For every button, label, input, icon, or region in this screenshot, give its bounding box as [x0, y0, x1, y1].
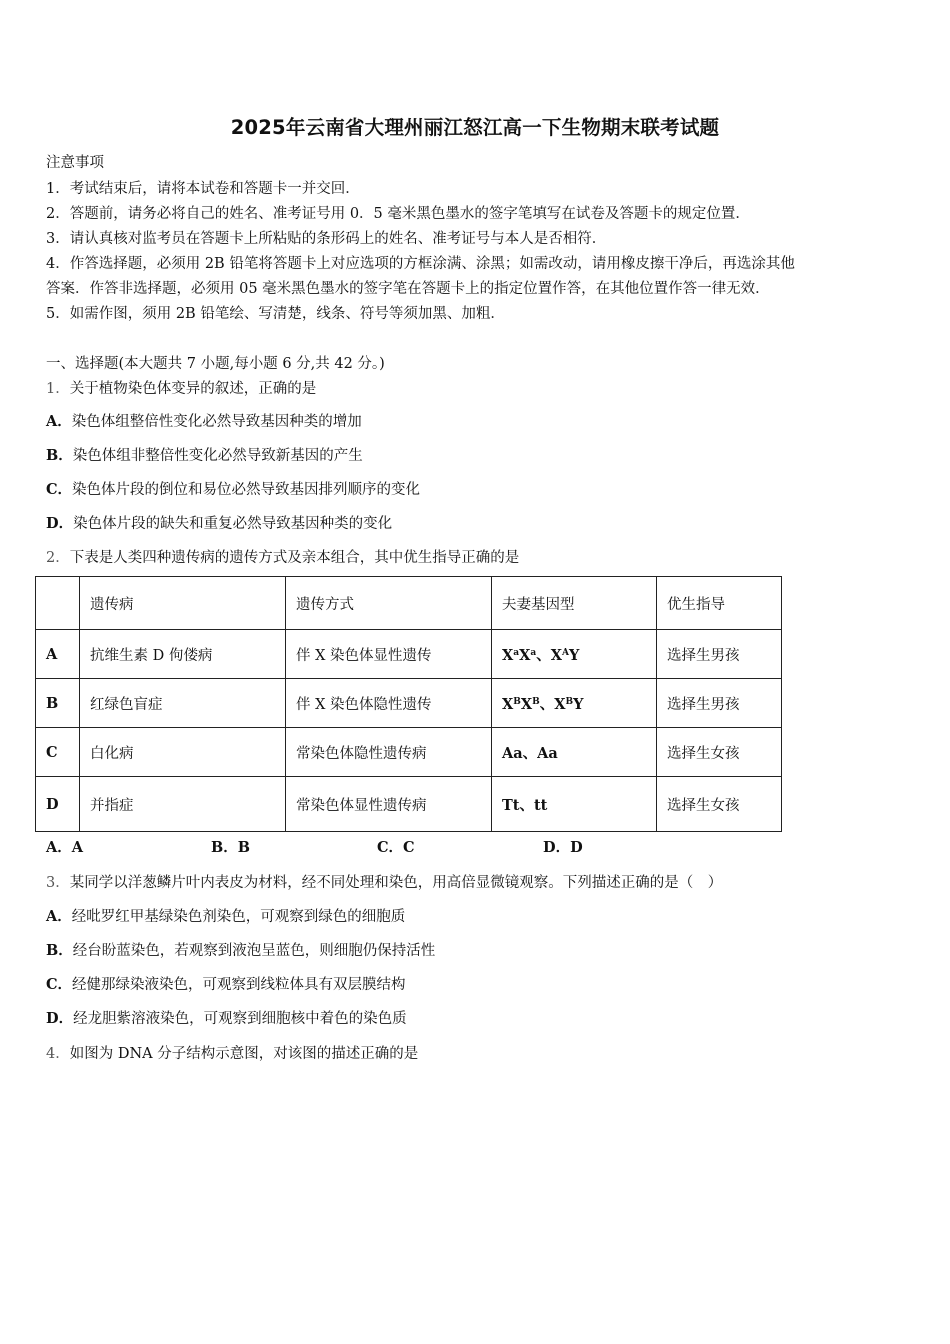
- option-letter: C．: [46, 976, 73, 993]
- notice-item-1: 1．考试结束后，请将本试卷和答题卡一并交回．: [46, 181, 360, 197]
- notice-item-4: 4．作答选择题，必须用 2B 铅笔将答题卡上对应选项的方框涂满、涂黑；如需改动，请用橡皮擦干净后，再选涂其他: [46, 256, 795, 272]
- option-text: 染色体片段的缺失和重复必然导致基因种类的变化: [73, 516, 393, 532]
- question-2: [46, 546, 519, 567]
- row-label: C: [36, 728, 80, 777]
- genotype-cell: $X^BX^B$、$X^BY$: [492, 679, 657, 728]
- q2-answer-a[interactable]: [46, 836, 83, 857]
- question-3: [46, 871, 722, 892]
- option-letter: B．: [211, 839, 238, 856]
- disease-cell: 抗维生素 D 佝偻病: [80, 630, 286, 679]
- row-label: B: [36, 679, 80, 728]
- row-label: D: [36, 777, 80, 832]
- genotype-cell: Tt、tt: [492, 777, 657, 832]
- option-letter: C．: [46, 481, 73, 498]
- option-text: D: [570, 839, 583, 856]
- table-header-cell: [36, 577, 80, 630]
- question-number: 1．: [46, 381, 70, 397]
- notice-item-2: 2．答题前，请务必将自己的姓名、准考证号用 0．5 毫米黑色墨水的签字笔填写在试卷及答题卡的规定位置．: [46, 206, 750, 222]
- q1-option-c[interactable]: [46, 478, 420, 499]
- q3-option-b[interactable]: [46, 939, 435, 960]
- disease-cell: 白化病: [80, 728, 286, 777]
- question-stem: 下表是人类四种遗传病的遗传方式及亲本组合，其中优生指导正确的是: [69, 550, 520, 566]
- notice-heading: 注意事项: [46, 155, 104, 171]
- option-text: 经台盼蓝染色，若观察到液泡呈蓝色，则细胞仍保持活性: [72, 943, 436, 959]
- q1-option-b[interactable]: [46, 444, 363, 465]
- question-number: 2．: [46, 550, 70, 566]
- advice-cell: 选择生男孩: [657, 630, 782, 679]
- option-letter: D．: [46, 1010, 74, 1027]
- option-text: 经龙胆紫溶液染色，可观察到细胞核中着色的染色质: [73, 1011, 407, 1027]
- section-heading: 一、选择题(本大题共 7 小题,每小题 6 分,共 42 分。): [46, 356, 385, 372]
- question-stem: 如图为 DNA 分子结构示意图，对该图的描述正确的是: [69, 1046, 419, 1062]
- advice-cell: 选择生女孩: [657, 777, 782, 832]
- option-text: 经吡罗红甲基绿染色剂染色，可观察到绿色的细胞质: [71, 909, 406, 925]
- option-text: A: [71, 839, 84, 856]
- option-letter: D．: [543, 839, 571, 856]
- question-4: [46, 1042, 418, 1063]
- option-text: 染色体组非整倍性变化必然导致新基因的产生: [72, 448, 363, 464]
- option-letter: A．: [46, 413, 72, 430]
- option-letter: D．: [46, 515, 74, 532]
- q3-option-c[interactable]: [46, 973, 406, 994]
- row-label: A: [36, 630, 80, 679]
- table-header-cell: 优生指导: [657, 577, 782, 630]
- option-letter: B．: [46, 447, 73, 464]
- q2-answer-d[interactable]: [543, 836, 583, 857]
- option-letter: A．: [46, 839, 72, 856]
- q1-option-a[interactable]: [46, 410, 362, 431]
- table-header-cell: 遗传方式: [286, 577, 492, 630]
- table-row: [36, 679, 782, 728]
- notice-item-3: 3．请认真核对监考员在答题卡上所粘贴的条形码上的姓名、准考证号与本人是否相符．: [46, 231, 607, 247]
- table-header-cell: 遗传病: [80, 577, 286, 630]
- advice-cell: 选择生男孩: [657, 679, 782, 728]
- option-letter: B．: [46, 942, 73, 959]
- disease-cell: 并指症: [80, 777, 286, 832]
- option-text: 染色体组整倍性变化必然导致基因种类的增加: [71, 414, 362, 430]
- genetic-disease-table: [35, 576, 782, 832]
- question-stem: 关于植物染色体变异的叙述，正确的是: [69, 381, 317, 397]
- option-text: C: [403, 839, 415, 856]
- notice-item-5: 5．如需作图，须用 2B 铅笔绘、写清楚，线条、符号等须加黑、加粗．: [46, 306, 505, 322]
- notice-item-4-continued: 答案．作答非选择题，必须用 05 毫米黑色墨水的签字笔在答题卡上的指定位置作答，在其他位置作答一律无效．: [46, 281, 770, 297]
- table-row: [36, 630, 782, 679]
- q3-option-a[interactable]: [46, 905, 405, 926]
- mode-cell: 伴 X 染色体显性遗传: [286, 630, 492, 679]
- q2-answer-b[interactable]: [211, 836, 250, 857]
- option-text: 经健那绿染液染色，可观察到线粒体具有双层膜结构: [72, 977, 406, 993]
- advice-cell: 选择生女孩: [657, 728, 782, 777]
- mode-cell: 常染色体隐性遗传病: [286, 728, 492, 777]
- table-row: [36, 728, 782, 777]
- q2-answer-c[interactable]: [377, 836, 415, 857]
- q3-option-d[interactable]: [46, 1007, 407, 1028]
- question-number: 3．: [46, 875, 70, 891]
- genotype-cell: $X^aX^a$、$X^AY$: [492, 630, 657, 679]
- option-text: B: [237, 839, 251, 856]
- table-row: [36, 777, 782, 832]
- table-header-cell: 夫妻基因型: [492, 577, 657, 630]
- q1-option-d[interactable]: [46, 512, 392, 533]
- question-1: [46, 377, 316, 398]
- table-header-row: [36, 577, 782, 630]
- genotype-cell: Aa、Aa: [492, 728, 657, 777]
- question-number: 4．: [46, 1046, 70, 1062]
- option-letter: C．: [377, 839, 404, 856]
- page-title: 2025年云南省大理州丽江怒江高一下生物期末联考试题: [230, 116, 720, 139]
- mode-cell: 常染色体显性遗传病: [286, 777, 492, 832]
- mode-cell: 伴 X 染色体隐性遗传: [286, 679, 492, 728]
- option-letter: A．: [46, 908, 72, 925]
- question-stem: 某同学以洋葱鳞片叶内表皮为材料，经不同处理和染色，用高倍显微镜观察。下列描述正确的是（ ）: [69, 875, 723, 891]
- option-text: 染色体片段的倒位和易位必然导致基因排列顺序的变化: [72, 482, 421, 498]
- disease-cell: 红绿色盲症: [80, 679, 286, 728]
